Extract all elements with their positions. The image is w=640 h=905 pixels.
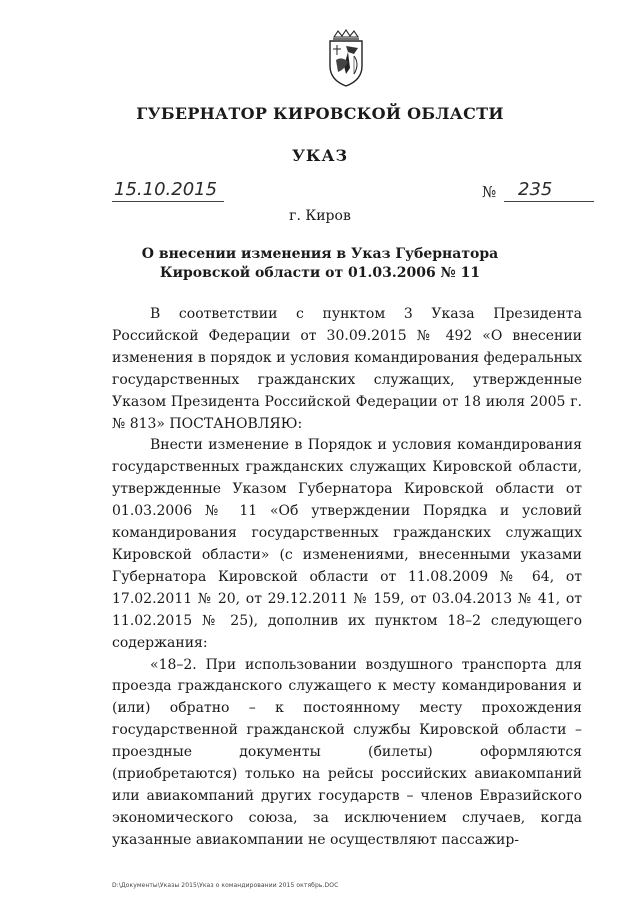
paragraph-preamble: В соответствии с пунктом 3 Указа Президента Российской Федерации от 30.09.2015 № 492 «О внесении изменения в порядок и условия командирования федеральных государственных гражданских служащих, утвержденные Указом Президента Российской Федерации от 18 июля 2005 г. № 813» ПОСТАНОВЛЯЮ: xyxy=(112,306,582,432)
document-number-block xyxy=(482,181,582,203)
paragraph-amendment: «18–2. При использовании воздушного транспорта для проезда гражданского служащего к месту командирования и (или) обратно – к постоянному месту прохождения государственной гражданской службы Кировской области – проездные документы (билеты) оформляются (приобретаются) только на рейсы российских авиакомпаний или авиакомпаний других государств – членов Евразийского экономического союза, за исключением случаев, когда указанные авиакомпании не осуществляют пассажир- xyxy=(112,656,582,848)
document-subject xyxy=(0,245,640,283)
document-type: УКАЗ xyxy=(291,146,349,165)
subject-line-2: Кировской области от 01.03.2006 № 11 xyxy=(159,265,481,281)
number-sign: № xyxy=(482,183,497,201)
file-path-footer: D:\Документы\Указы 2015\Указ о командировании 2015 октябрь.DOC xyxy=(112,882,339,889)
coat-of-arms-icon xyxy=(324,28,368,88)
paragraph-resolution: Внести изменение в Порядок и условия командирования государственных гражданских служащих Кировской области, утвержденные Указом Губернатора Кировской области от 01.03.2006 № 11 «Об утверждении Порядка и условий командирования государственных гражданских служащих Кировской области» (с изменениями, внесенными указами Губернатора Кировской области от 11.08.2009 № 64, от 17.02.2011 № 20, от 29.12.2011 № 159, от 03.04.2013 № 41, от 11.02.2015 № 25), дополнив их пунктом 18–2 следующего содержания: xyxy=(112,437,582,651)
subject-line-1: О внесении изменения в Указ Губернатора xyxy=(141,246,499,262)
document-date: 15.10.2015 xyxy=(112,179,224,202)
document-body xyxy=(112,304,582,852)
city-of-issue: г. Киров xyxy=(289,208,351,224)
document-number: 235 xyxy=(504,179,594,202)
issuing-authority: ГУБЕРНАТОР КИРОВСКОЙ ОБЛАСТИ xyxy=(136,104,504,123)
